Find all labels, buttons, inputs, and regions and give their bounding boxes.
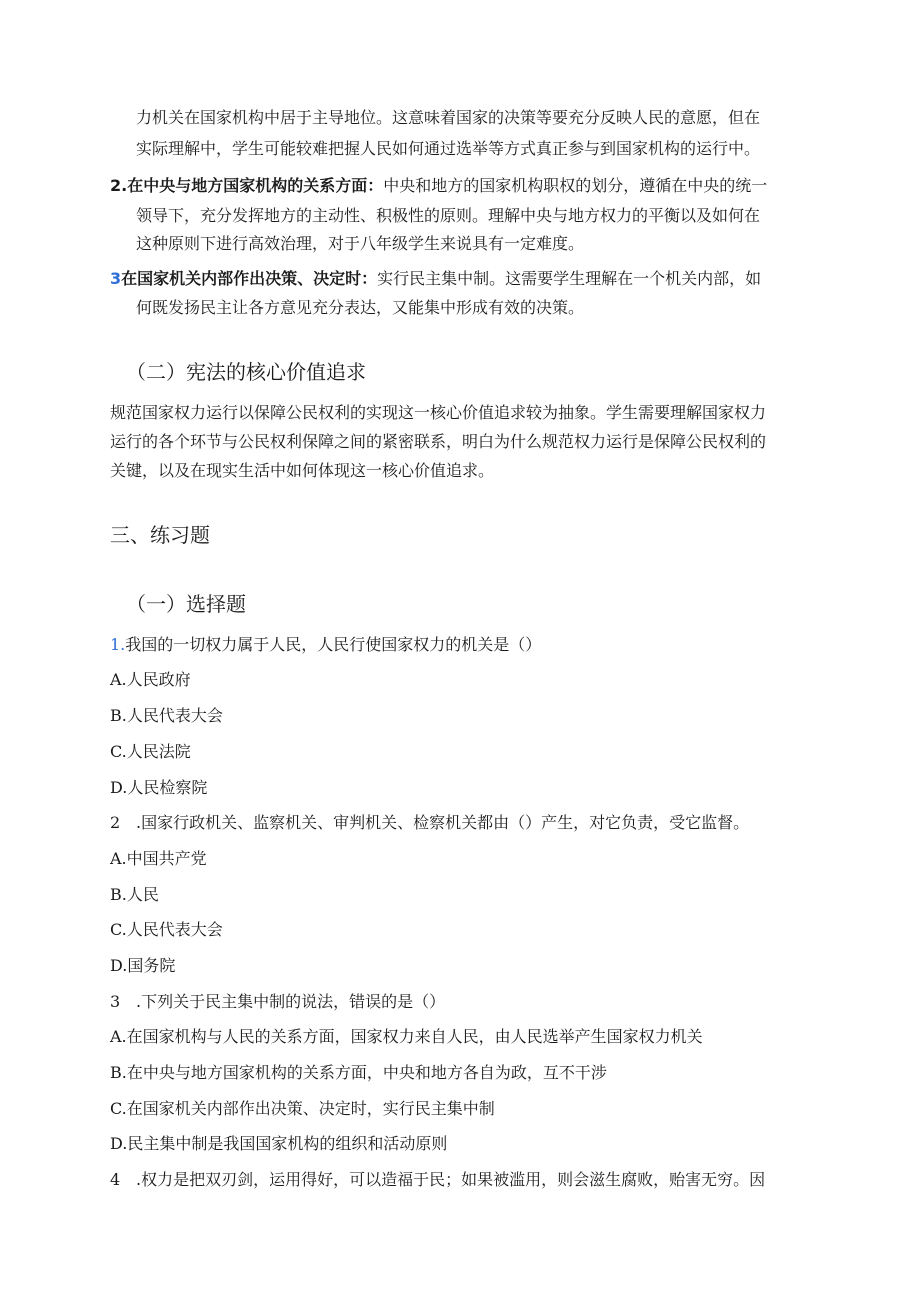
list-item-2-number: 2. <box>110 176 128 195</box>
section-2-para-line2: 运行的各个环节与公民权利保障之间的紧密联系，明白为什么规范权力运行是保障公民权利的 <box>110 432 767 451</box>
question-3-option-d: D.民主集中制是我国国家机构的组织和活动原则 <box>110 1134 448 1153</box>
item1-continuation-line1: 力机关在国家机构中居于主导地位。这意味着国家的决策等要充分反映人民的意愿，但在 <box>136 108 761 127</box>
question-1-option-d: D.人民检察院 <box>110 778 208 797</box>
question-3-option-a: A.在国家机构与人民的关系方面，国家权力来自人民，由人民选举产生国家权力机关 <box>110 1027 703 1046</box>
question-2 <box>110 813 749 833</box>
question-1-option-a: A.人民政府 <box>110 670 191 689</box>
section-heading-2: （二）宪法的核心价值追求 <box>126 360 366 384</box>
section-2-para-line1: 规范国家权力运行以保障公民权利的实现这一核心价值追求较为抽象。学生需要理解国家权力 <box>110 403 767 422</box>
question-2-option-a: A.中国共产党 <box>110 849 207 868</box>
question-2-text: .国家行政机关、监察机关、审判机关、检察机关都由（）产生，对它负责，受它监督。 <box>136 813 750 832</box>
question-3-option-b: B.在中央与地方国家机构的关系方面，中央和地方各自为政，互不干涉 <box>110 1063 607 1082</box>
question-1-option-c: C.人民法院 <box>110 742 191 761</box>
list-item-2-line2: 领导下，充分发挥地方的主动性、积极性的原则。理解中央与地方权力的平衡以及如何在 <box>136 206 761 225</box>
list-item-2-text: 中央和地方的国家机构职权的划分，遵循在中央的统一 <box>383 176 768 195</box>
question-3-number: 3 <box>110 992 121 1011</box>
subsection-heading-choice: （一）选择题 <box>126 592 246 616</box>
list-item-3-text: 实行民主集中制。这需要学生理解在一个机关内部，如 <box>377 269 762 288</box>
question-3-option-c: C.在国家机关内部作出决策、决定时，实行民主集中制 <box>110 1099 495 1118</box>
item1-continuation-line2: 实际理解中，学生可能较难把握人民如何通过选举等方式真正参与到国家机构的运行中。 <box>136 139 761 158</box>
list-item-2-heading: 在中央与地方国家机构的关系方面： <box>127 176 384 195</box>
question-1-text: 我国的一切权力属于人民，人民行使国家权力的机关是（） <box>125 635 542 654</box>
question-4-text: .权力是把双刃剑，运用得好，可以造福于民；如果被滥用，则会滋生腐败，贻害无穷。因 <box>136 1170 766 1189</box>
list-item-3-line1 <box>110 269 761 289</box>
list-item-2-line1 <box>110 176 767 196</box>
section-heading-3: 三、练习题 <box>110 523 210 547</box>
question-2-option-b: B.人民 <box>110 885 159 904</box>
question-1-option-b: B.人民代表大会 <box>110 706 223 725</box>
section-2-para-line3: 关键，以及在现实生活中如何体现这一核心价值追求。 <box>110 461 495 480</box>
question-1-number: 1. <box>110 635 126 654</box>
list-item-2-line3: 这种原则下进行高效治理，对于八年级学生来说具有一定难度。 <box>136 234 585 253</box>
question-3 <box>110 992 445 1012</box>
question-4 <box>110 1170 765 1190</box>
list-item-3-heading: 在国家机关内部作出决策、决定时： <box>121 269 378 288</box>
question-1 <box>110 635 541 655</box>
question-2-option-c: C.人民代表大会 <box>110 920 223 939</box>
list-item-3-number: 3 <box>110 269 122 288</box>
question-4-number: 4 <box>110 1170 121 1189</box>
list-item-3-line2: 何既发扬民主让各方意见充分表达，又能集中形成有效的决策。 <box>136 298 585 317</box>
question-2-number: 2 <box>110 813 121 832</box>
question-3-text: .下列关于民主集中制的说法，错误的是（） <box>136 992 446 1011</box>
question-2-option-d: D.国务院 <box>110 956 176 975</box>
